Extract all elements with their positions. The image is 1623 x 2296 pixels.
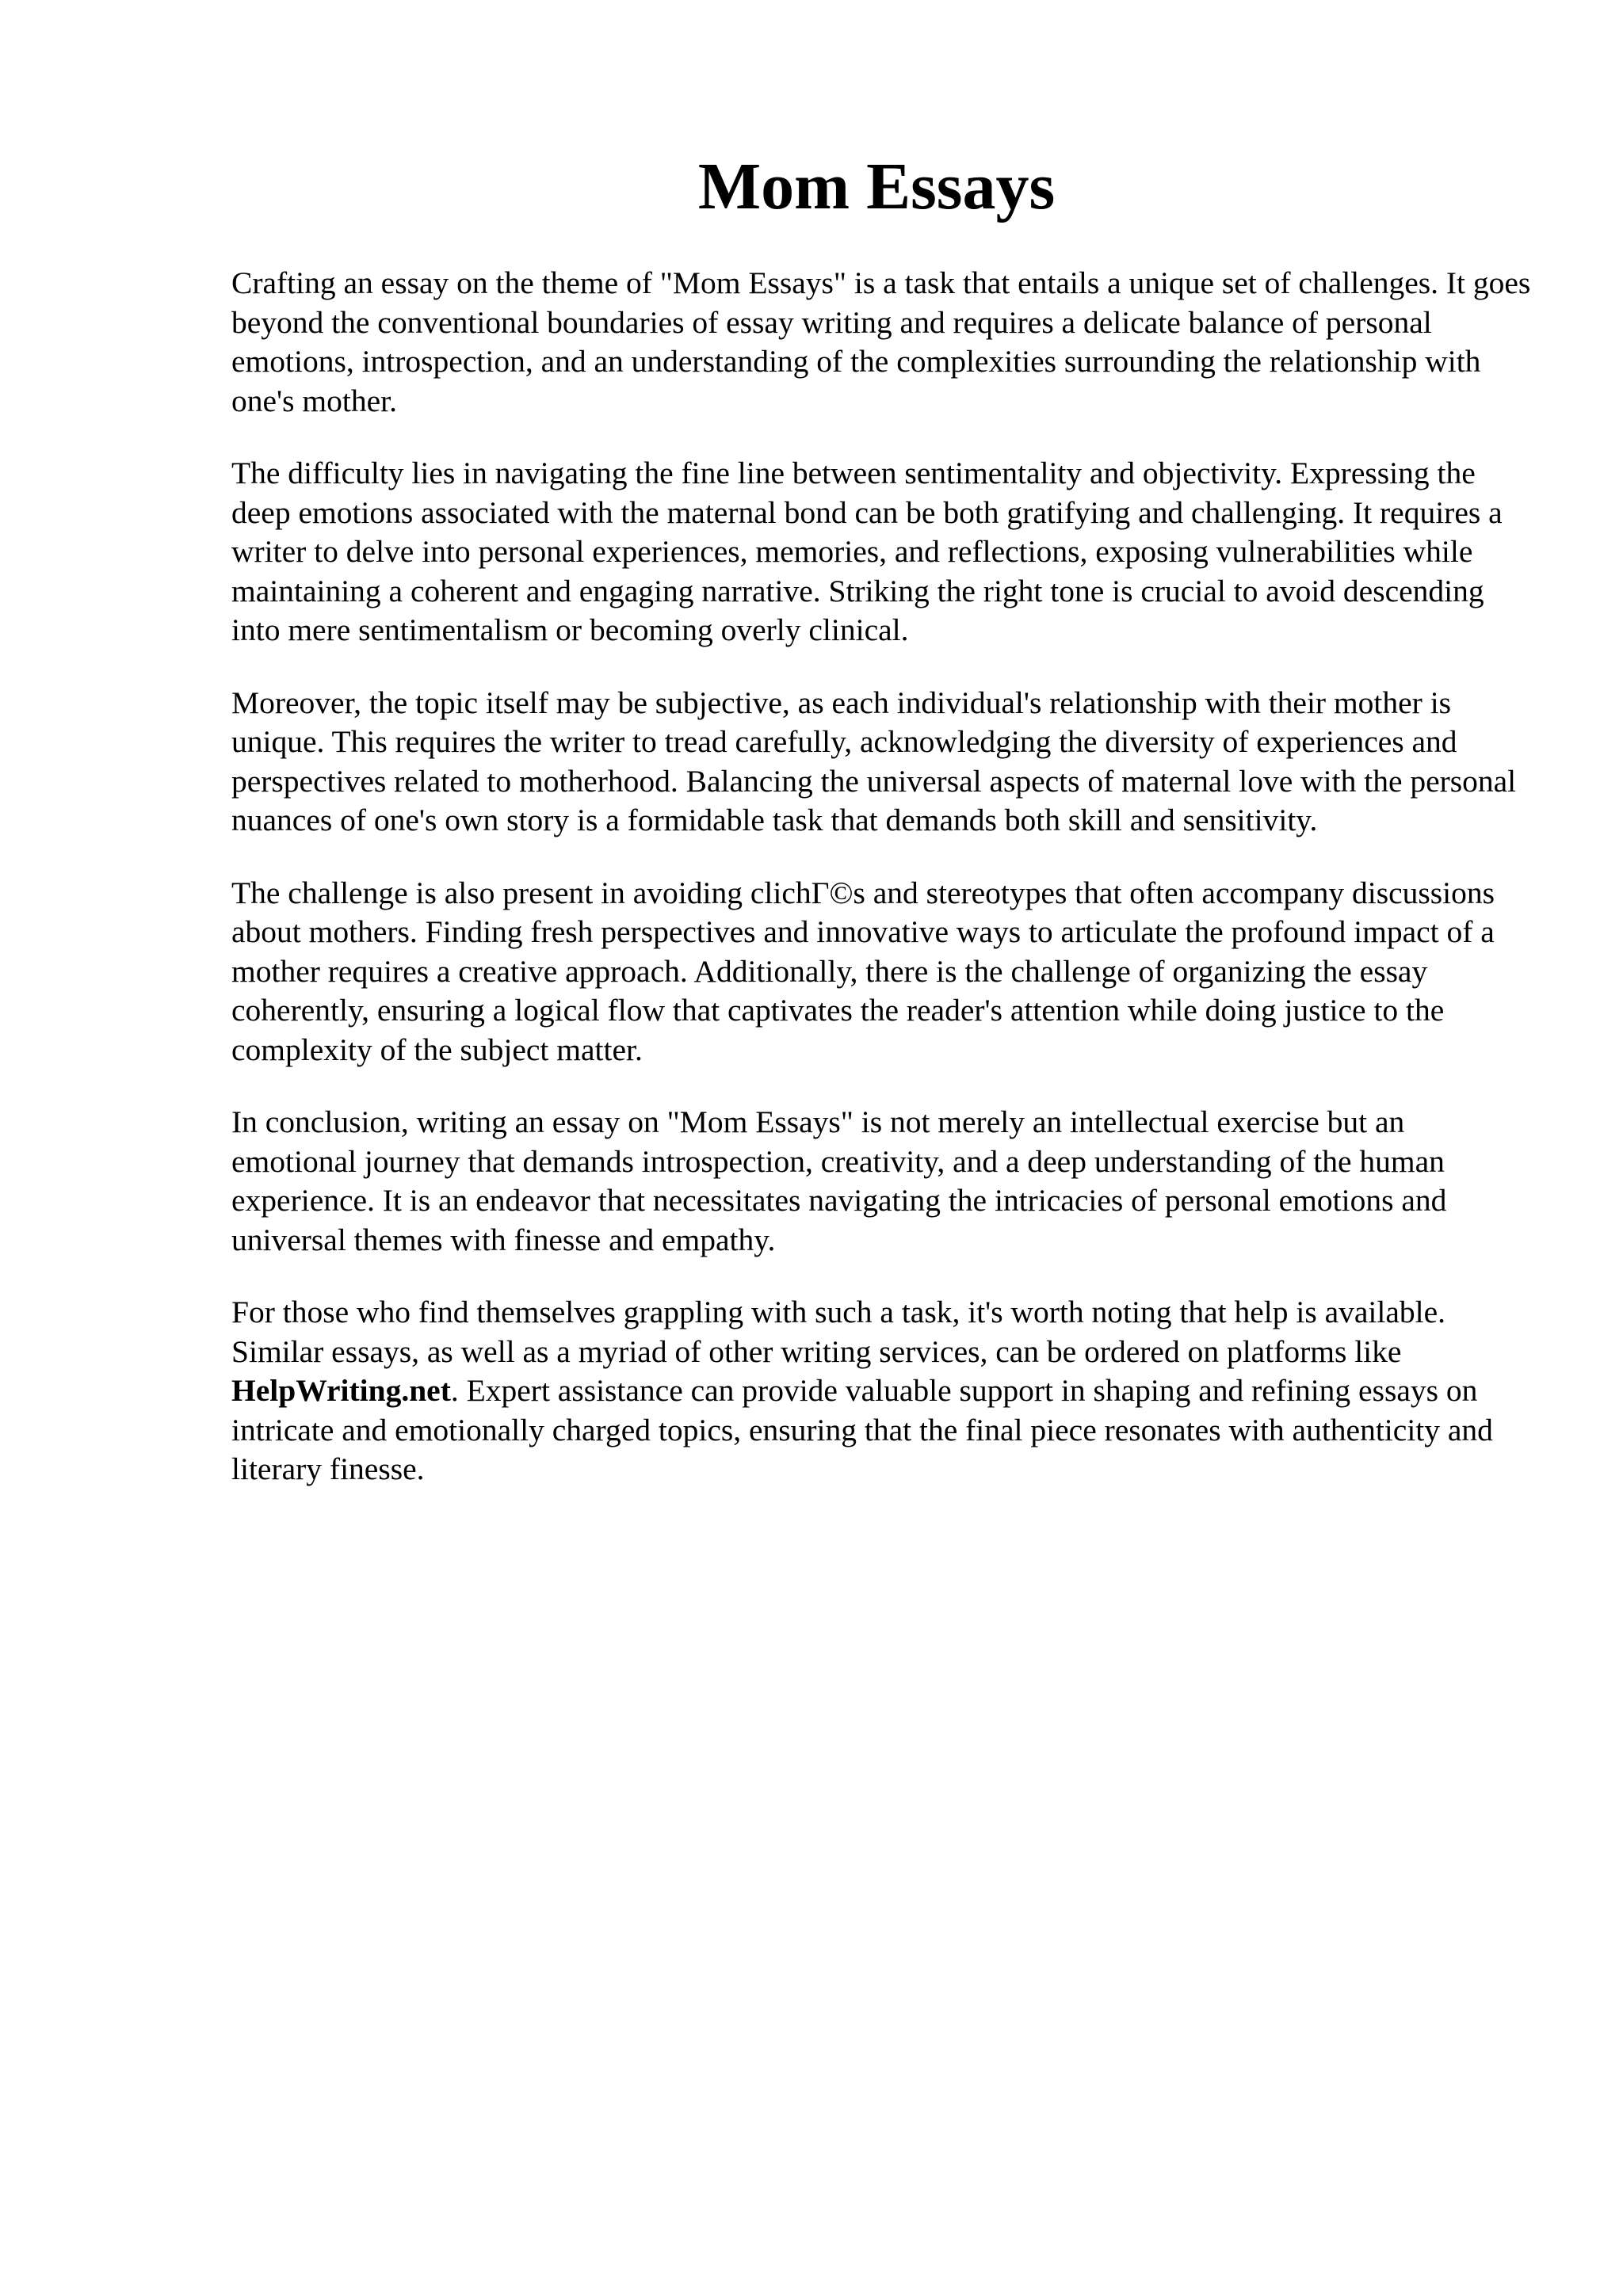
paragraph-help [231, 1293, 1531, 1489]
help-text-before: For those who find themselves grappling with such a task, it's worth noting that help is available. Similar essays, as well as a myriad of other writing services, can be ordered on platforms like [231, 1295, 1446, 1369]
paragraph-difficulty: The difficulty lies in navigating the fine line between sentimentality and objectivity. Expressing the deep emotions associated with the maternal bond can be both gratifying and challenging. It requires a writer to delve into personal experiences, memories, and reflections, exposing vulnerabilities while maintaining a coherent and engaging narrative. Striking the right tone is crucial to avoid descending into mere sentimentalism or becoming overly clinical. [231, 456, 1503, 647]
paragraph-subjectivity: Moreover, the topic itself may be subjective, as each individual's relationship with their mother is unique. This requires the writer to tread carefully, acknowledging the diversity of experiences and perspectives related to motherhood. Balancing the universal aspects of maternal love with the personal nuances of one's own story is a formidable task that demands both skill and sensitivity. [231, 685, 1517, 837]
paragraph-intro: Crafting an essay on the theme of "Mom Essays" is a task that entails a unique set of challenges. It goes beyond the conventional boundaries of essay writing and requires a delicate balance of personal emotions, introspection, and an understanding of the complexities surrounding the relationship with one's mother. [231, 265, 1531, 418]
page-title: Mom Essays [697, 150, 1056, 223]
paragraph-conclusion: In conclusion, writing an essay on "Mom Essays" is not merely an intellectual exercise but an emotional journey that demands introspection, creativity, and a deep understanding of the human experience. It is an endeavor that necessitates navigating the intricacies of personal emotions and universal themes with finesse and empathy. [231, 1104, 1447, 1257]
paragraph-cliches: The challenge is also present in avoiding clichΓ©s and stereotypes that often accompany discussions about mothers. Finding fresh perspectives and innovative ways to articulate the profound impact of a mother requires a creative approach. Additionally, there is the challenge of organizing the essay coherently, ensuring a logical flow that captivates the reader's attention while doing justice to the complexity of the subject matter. [231, 875, 1495, 1067]
help-text-after: . Expert assistance can provide valuable support in shaping and refining essays on intricate and emotionally charged topics, ensuring that the final piece resonates with authenticity and literary finesse. [231, 1373, 1493, 1486]
helpwriting-link[interactable]: HelpWriting.net [231, 1373, 451, 1408]
essay-body [231, 264, 1531, 1523]
